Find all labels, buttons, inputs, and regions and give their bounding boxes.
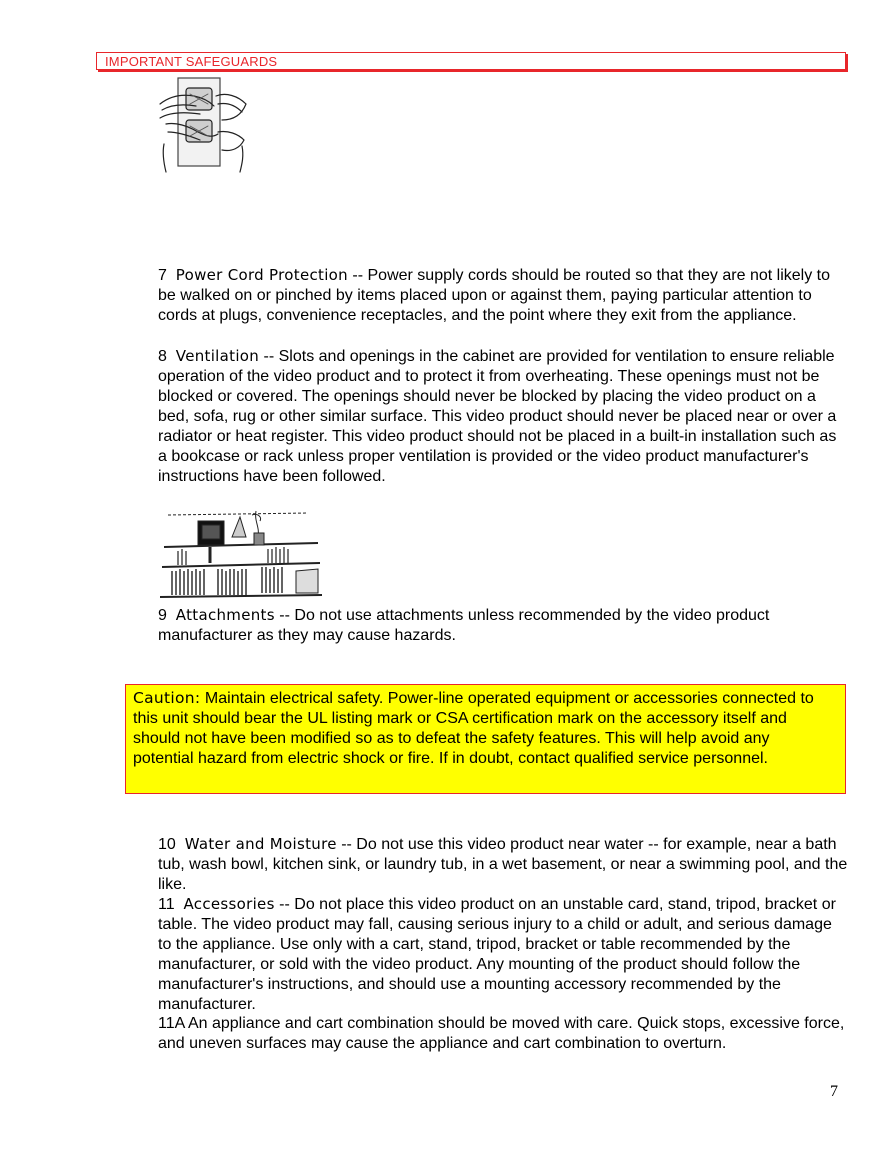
item-11 (158, 894, 848, 1015)
item-7 (158, 265, 848, 326)
item-8 (158, 346, 848, 487)
item-term: Power Cord Protection (175, 266, 348, 284)
page-number: 7 (830, 1083, 838, 1100)
item-number: 11 (158, 896, 175, 913)
item-text: -- Do not use attachments unless recommended by the video product manufacturer as they may cause hazards. (158, 607, 770, 644)
item-text: -- Slots and openings in the cabinet are provided for ventilation to ensure reliable operation of the video product and to protect it from overheating. These openings must not be blocked or covered. The openings should never be blocked by placing the video product on a bed, sofa, rug or other similar surface. This video product should never be placed near or over a radiator or heat register. This video product should not be placed in a built-in installation such as a bookcase or rack unless proper ventilation is provided or the video product manufacturer's instructions have been followed. (158, 348, 837, 485)
section-header-bar (96, 52, 846, 70)
item-9 (158, 605, 848, 646)
item-term: Attachments (175, 606, 275, 624)
section-header-title: IMPORTANT SAFEGUARDS (105, 54, 278, 69)
item-11a (158, 1014, 848, 1054)
caution-text (133, 688, 833, 769)
item-number: 11A (158, 1015, 185, 1032)
item-number: 10 (158, 836, 176, 853)
item-number: 7 (158, 267, 167, 284)
item-term: Water and Moisture (184, 835, 337, 853)
caution-box (125, 684, 846, 794)
caution-body: Maintain electrical safety. Power-line operated equipment or accessories connected to this unit should bear the UL listing mark or CSA certification mark on the accessory itself and should not have been modified so as to defeat the safety features. This will help avoid any potential hazard from electric shock or fire. If in doubt, contact qualified service personnel. (133, 690, 814, 767)
item-term: Accessories (183, 895, 275, 913)
caution-label: Caution: (133, 689, 201, 707)
item-number: 8 (158, 348, 167, 365)
outlet-illustration (156, 74, 252, 174)
item-text: An appliance and cart combination should be moved with care. Quick stops, excessive force, and uneven surfaces may cause the appliance and cart combination to overturn. (158, 1015, 845, 1052)
item-term: Ventilation (175, 347, 260, 365)
item-number: 9 (158, 607, 167, 624)
item-text: -- Do not use this video product near water -- for example, near a bath tub, wash bowl, kitchen sink, or laundry tub, in a wet basement, or near a swimming pool, and the like. (158, 836, 848, 893)
bookcase-illustration (158, 507, 324, 603)
item-text: -- Do not place this video product on an unstable card, stand, tripod, bracket or table. The video product may fall, causing serious injury to a child or adult, and serious damage to the appliance. Use only with a cart, stand, tripod, bracket or table recommended by the manufacturer, or sold with the video product. Any mounting of the product should follow the manufacturer's instructions, and should use a mounting accessory recommended by the manufacturer. (158, 896, 836, 1013)
item-10 (158, 834, 848, 895)
item-text: -- Power supply cords should be routed so that they are not likely to be walked on or pinched by items placed upon or against them, paying particular attention to cords at plugs, convenience receptacles, and the point where they exit from the appliance. (158, 267, 830, 324)
